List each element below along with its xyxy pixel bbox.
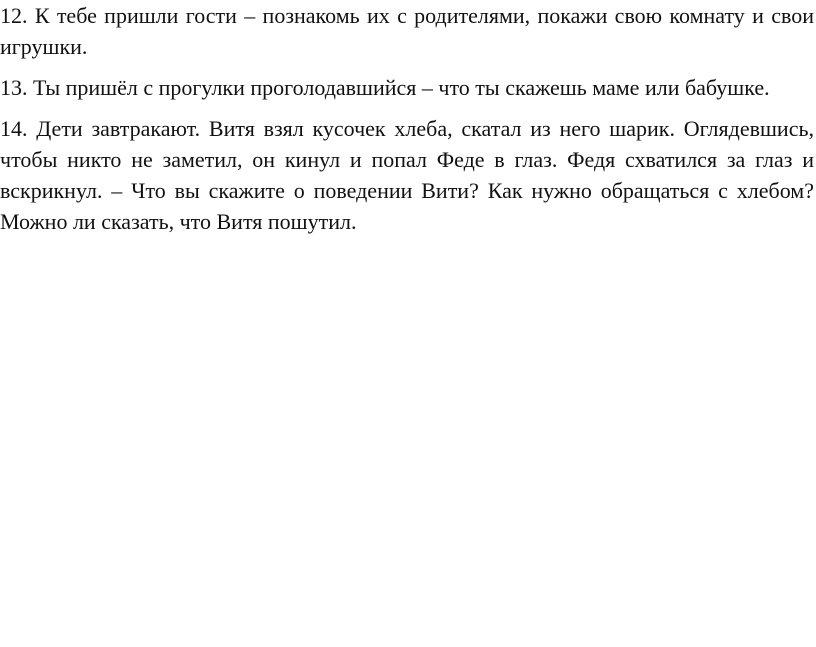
paragraph-13: 13. Ты пришёл с прогулки проголодавшийся – что ты скажешь маме или бабушке. [0, 75, 770, 100]
paragraph-14: 14. Дети завтракают. Витя взял кусочек хлеба, скатал из него шарик. Оглядевшись, чтобы никто не заметил, он кинул и попал Феде в глаз. Федя схватился за глаз и вскрикнул. – Что вы скажите о поведении Вити? Как нужно обращаться с хлебом? Можно ли сказать, что Витя пошутил. [0, 116, 814, 234]
document-body [0, 0, 814, 247]
paragraph-12: 12. К тебе пришли гости – познакомь их с родителями, покажи свою комнату и свои игрушки. [0, 3, 814, 59]
